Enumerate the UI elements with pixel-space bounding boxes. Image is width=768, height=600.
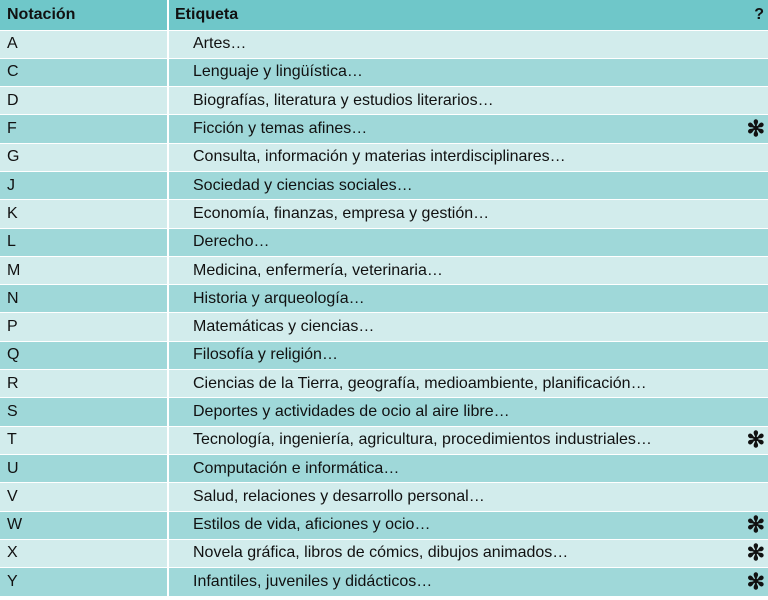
table-row: [0, 200, 768, 228]
table-row: [0, 370, 768, 398]
row-notation: W: [0, 511, 168, 539]
table-row: [0, 58, 768, 86]
row-notation: V: [0, 483, 168, 511]
table-row: [0, 30, 768, 58]
table-row: [0, 341, 768, 369]
row-flag: [744, 285, 768, 313]
row-notation: Q: [0, 341, 168, 369]
table-row: [0, 256, 768, 284]
table-header: [0, 0, 768, 30]
row-flag: [744, 171, 768, 199]
row-label: Artes…: [168, 30, 744, 58]
table-row: [0, 426, 768, 454]
row-label: Matemáticas y ciencias…: [168, 313, 744, 341]
row-flag: [744, 370, 768, 398]
asterisk-icon: ✻: [744, 115, 768, 143]
row-notation: R: [0, 370, 168, 398]
row-label: Ciencias de la Tierra, geografía, medioambiente, planificación…: [168, 370, 744, 398]
row-flag: [744, 256, 768, 284]
row-notation: F: [0, 115, 168, 143]
row-label: Salud, relaciones y desarrollo personal…: [168, 483, 744, 511]
asterisk-icon: ✻: [744, 568, 768, 596]
table-row: [0, 171, 768, 199]
row-label: Lenguaje y lingüística…: [168, 58, 744, 86]
row-flag: [744, 87, 768, 115]
row-notation: J: [0, 171, 168, 199]
row-label: Historia y arqueología…: [168, 285, 744, 313]
table-body: [0, 30, 768, 596]
row-notation: A: [0, 30, 168, 58]
row-flag: [744, 58, 768, 86]
table-row: [0, 143, 768, 171]
asterisk-icon: ✻: [744, 511, 768, 539]
column-header-notacion: Notación: [0, 0, 168, 30]
row-flag: [744, 454, 768, 482]
row-label: Computación e informática…: [168, 454, 744, 482]
row-flag: [744, 341, 768, 369]
row-notation: N: [0, 285, 168, 313]
table-row: [0, 539, 768, 567]
asterisk-icon: ✻: [744, 539, 768, 567]
row-label: Deportes y actividades de ocio al aire libre…: [168, 398, 744, 426]
row-notation: K: [0, 200, 168, 228]
row-flag: [744, 483, 768, 511]
row-notation: U: [0, 454, 168, 482]
row-notation: T: [0, 426, 168, 454]
table-row: [0, 115, 768, 143]
table-row: [0, 285, 768, 313]
table-row: [0, 483, 768, 511]
row-label: Filosofía y religión…: [168, 341, 744, 369]
row-notation: G: [0, 143, 168, 171]
table-row: [0, 398, 768, 426]
row-flag: [744, 30, 768, 58]
row-label: Estilos de vida, aficiones y ocio…: [168, 511, 744, 539]
row-flag: [744, 228, 768, 256]
row-label: Infantiles, juveniles y didácticos…: [168, 568, 744, 596]
row-label: Derecho…: [168, 228, 744, 256]
table-row: [0, 454, 768, 482]
header-row: [0, 0, 768, 30]
table-row: [0, 228, 768, 256]
row-notation: C: [0, 58, 168, 86]
row-label: Economía, finanzas, empresa y gestión…: [168, 200, 744, 228]
row-flag: [744, 200, 768, 228]
row-notation: M: [0, 256, 168, 284]
row-label: Tecnología, ingeniería, agricultura, procedimientos industriales…: [168, 426, 744, 454]
row-notation: X: [0, 539, 168, 567]
table-row: [0, 87, 768, 115]
row-label: Sociedad y ciencias sociales…: [168, 171, 744, 199]
row-notation: S: [0, 398, 168, 426]
row-label: Medicina, enfermería, veterinaria…: [168, 256, 744, 284]
column-header-flag: ?: [744, 0, 768, 30]
row-flag: [744, 143, 768, 171]
row-label: Biografías, literatura y estudios literarios…: [168, 87, 744, 115]
asterisk-icon: ✻: [744, 426, 768, 454]
row-notation: L: [0, 228, 168, 256]
row-label: Consulta, información y materias interdisciplinares…: [168, 143, 744, 171]
table-row: [0, 568, 768, 596]
row-flag: [744, 398, 768, 426]
row-flag: [744, 313, 768, 341]
row-label: Novela gráfica, libros de cómics, dibujos animados…: [168, 539, 744, 567]
table-row: [0, 313, 768, 341]
column-header-etiqueta: Etiqueta: [168, 0, 744, 30]
table-row: [0, 511, 768, 539]
row-label: Ficción y temas afines…: [168, 115, 744, 143]
row-notation: P: [0, 313, 168, 341]
row-notation: D: [0, 87, 168, 115]
row-notation: Y: [0, 568, 168, 596]
